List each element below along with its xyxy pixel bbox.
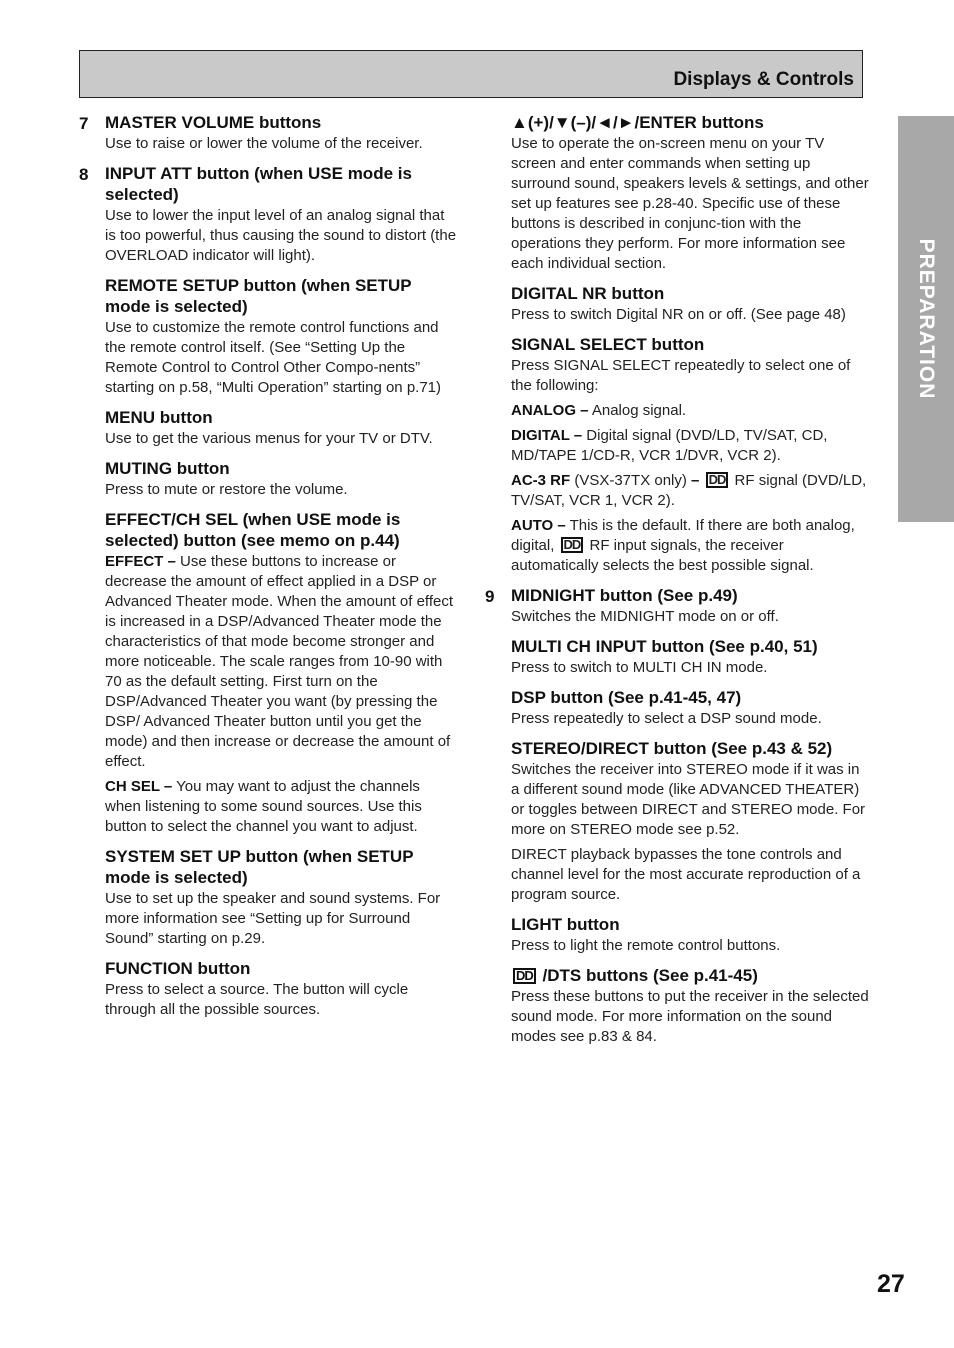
entry-body: Use to operate the on-screen menu on your TV screen and enter commands when setting up surround sound, speakers levels & settings, and other set up features see p.28-40. Specific use of these buttons is described in conjunc-tion with the operations they perform. For more information see each individual section. <box>511 135 869 272</box>
effect-text: Use these buttons to increase or decrease the amount of effect applied in a DSP or Advanced Theater mode. When the amount of effect is increased in a DSP/Advanced Theater mode the characteristics of that mode become stronger and more noticeable. The scale ranges from 10-90 with 70 as the default setting. First turn on the DSP/Advanced Theater you want (by pressing the DSP/ Advanced Theater button until you get the mode) and then increase or decrease the amount of effect. <box>105 553 453 770</box>
right-column <box>485 110 870 1056</box>
term-analog: ANALOG – <box>511 402 589 419</box>
dolby-digital-icon: DD <box>706 472 729 488</box>
entry-body: Press to select a source. The button will cycle through all the possible sources. <box>105 981 409 1018</box>
ac3-text: RF signal (DVD/LD, TV/SAT, VCR 1, VCR 2). <box>511 472 867 509</box>
ac3-paragraph <box>511 471 870 511</box>
side-tab-preparation <box>898 116 954 522</box>
entry-body: Use to customize the remote control functions and the remote control itself. (See “Setting Up the Remote Control to Control Other Compo-nents” starting on p.58, “Multi Operation” starting on p.71) <box>105 319 442 396</box>
entry-body: Switches the receiver into STEREO mode if it was in a different sound mode (like ADVANCED THEATER) or toggles between DIRECT and STEREO mode. For more on STEREO mode see p.52. <box>511 761 866 838</box>
entry-body: Use to raise or lower the volume of the receiver. <box>105 135 423 152</box>
entry-multi-ch-input <box>485 636 870 678</box>
entry-body: Press to mute or restore the volume. <box>105 481 348 498</box>
entry-dolby-dts <box>485 965 870 1047</box>
ac3-dash: – <box>686 472 704 489</box>
entry-stereo-direct <box>485 738 870 905</box>
entry-body: Press repeatedly to select a DSP sound mode. <box>511 710 822 727</box>
entry-title: SYSTEM SET UP button (when SETUP mode is selected) <box>105 847 414 887</box>
entry-system-setup <box>79 846 459 949</box>
left-column <box>79 110 459 1029</box>
entry-title: DSP button (See p.41-45, 47) <box>511 688 742 707</box>
analog-paragraph <box>511 401 870 421</box>
entry-effect-ch-sel <box>79 509 459 837</box>
auto-paragraph <box>511 516 870 576</box>
entry-input-att <box>79 163 459 266</box>
entry-title: EFFECT/CH SEL (when USE mode is selected) button (see memo on p.44) <box>105 510 401 550</box>
section-title: Displays & Controls <box>673 69 854 90</box>
entry-muting <box>79 458 459 500</box>
entry-title: REMOTE SETUP button (when SETUP mode is selected) <box>105 276 412 316</box>
entry-title: FUNCTION button <box>105 959 251 978</box>
entry-light <box>485 914 870 956</box>
entry-function <box>79 958 459 1020</box>
term-effect: EFFECT – <box>105 553 176 570</box>
dolby-digital-icon: DD <box>561 537 584 553</box>
entry-body: Use to lower the input level of an analog signal that is too powerful, thus causing the sound to distort (the OVERLOAD indicator will light). <box>105 207 457 264</box>
entry-body: Press to switch Digital NR on or off. (See page 48) <box>511 306 846 323</box>
item-number: 9 <box>485 587 495 606</box>
item-number: 7 <box>79 114 89 133</box>
ch-sel-text: You may want to adjust the channels when listening to some sound sources. Use this button to select the channel you want to adjust. <box>105 778 422 835</box>
analog-text: Analog signal. <box>588 402 687 419</box>
entry-title: ▲(+)/▼(–)/◄/►/ENTER buttons <box>511 113 764 132</box>
entry-midnight <box>485 585 870 627</box>
effect-paragraph <box>105 552 459 772</box>
entry-title: MUTING button <box>105 459 230 478</box>
item-number: 8 <box>79 165 89 184</box>
entry-title: MASTER VOLUME buttons <box>105 113 322 132</box>
side-tab-label: PREPARATION <box>915 238 938 400</box>
entry-title: MENU button <box>105 408 213 427</box>
entry-title: STEREO/DIRECT button (See p.43 & 52) <box>511 739 833 758</box>
term-auto: AUTO – <box>511 517 566 534</box>
entry-menu <box>79 407 459 449</box>
entry-dsp <box>485 687 870 729</box>
entry-digital-nr <box>485 283 870 325</box>
auto-text-1: This is the default. If there are both analog, digital, <box>511 517 855 554</box>
entry-title: MULTI CH INPUT button (See p.40, 51) <box>511 637 818 656</box>
term-ac3-rf: AC-3 RF <box>511 472 571 489</box>
entry-body: Switches the MIDNIGHT mode on or off. <box>511 608 779 625</box>
dolby-digital-icon: DD <box>513 968 536 984</box>
entry-body: Press these buttons to put the receiver in the selected sound mode. For more information on the sound modes see p.83 & 84. <box>511 988 869 1045</box>
entry-title: SIGNAL SELECT button <box>511 335 705 354</box>
entry-title-wrap <box>511 965 870 986</box>
entry-title: MIDNIGHT button (See p.49) <box>511 586 738 605</box>
auto-text-2: RF input signals, the receiver automatically selects the best possible signal. <box>511 537 814 574</box>
entry-body-direct: DIRECT playback bypasses the tone controls and channel level for the most accurate reproduction of a program source. <box>511 846 861 903</box>
header-bar <box>79 50 863 98</box>
entry-arrow-enter <box>485 112 870 274</box>
entry-signal-select <box>485 334 870 576</box>
entry-title: LIGHT button <box>511 915 620 934</box>
ac3-model: (VSX-37TX only) <box>570 472 687 489</box>
entry-title: /DTS buttons (See p.41-45) <box>537 966 758 985</box>
entry-title: INPUT ATT button (when USE mode is selected) <box>105 164 412 204</box>
entry-body: Press to switch to MULTI CH IN mode. <box>511 659 768 676</box>
term-ch-sel: CH SEL – <box>105 778 173 795</box>
entry-body: Use to set up the speaker and sound systems. For more information see “Setting up for Surround Sound” starting on p.29. <box>105 890 441 947</box>
entry-body: Use to get the various menus for your TV or DTV. <box>105 430 433 447</box>
entry-body: Press to light the remote control buttons. <box>511 937 781 954</box>
entry-remote-setup <box>79 275 459 398</box>
ch-sel-paragraph <box>105 777 459 837</box>
entry-master-volume <box>79 112 459 154</box>
term-digital: DIGITAL – <box>511 427 583 444</box>
entry-body: Press SIGNAL SELECT repeatedly to select one of the following: <box>511 357 851 394</box>
entry-title: DIGITAL NR button <box>511 284 665 303</box>
digital-paragraph <box>511 426 870 466</box>
digital-text: Digital signal (DVD/LD, TV/SAT, CD, MD/TAPE 1/CD-R, VCR 1/DVR, VCR 2). <box>511 427 828 464</box>
page-number: 27 <box>877 1270 905 1298</box>
